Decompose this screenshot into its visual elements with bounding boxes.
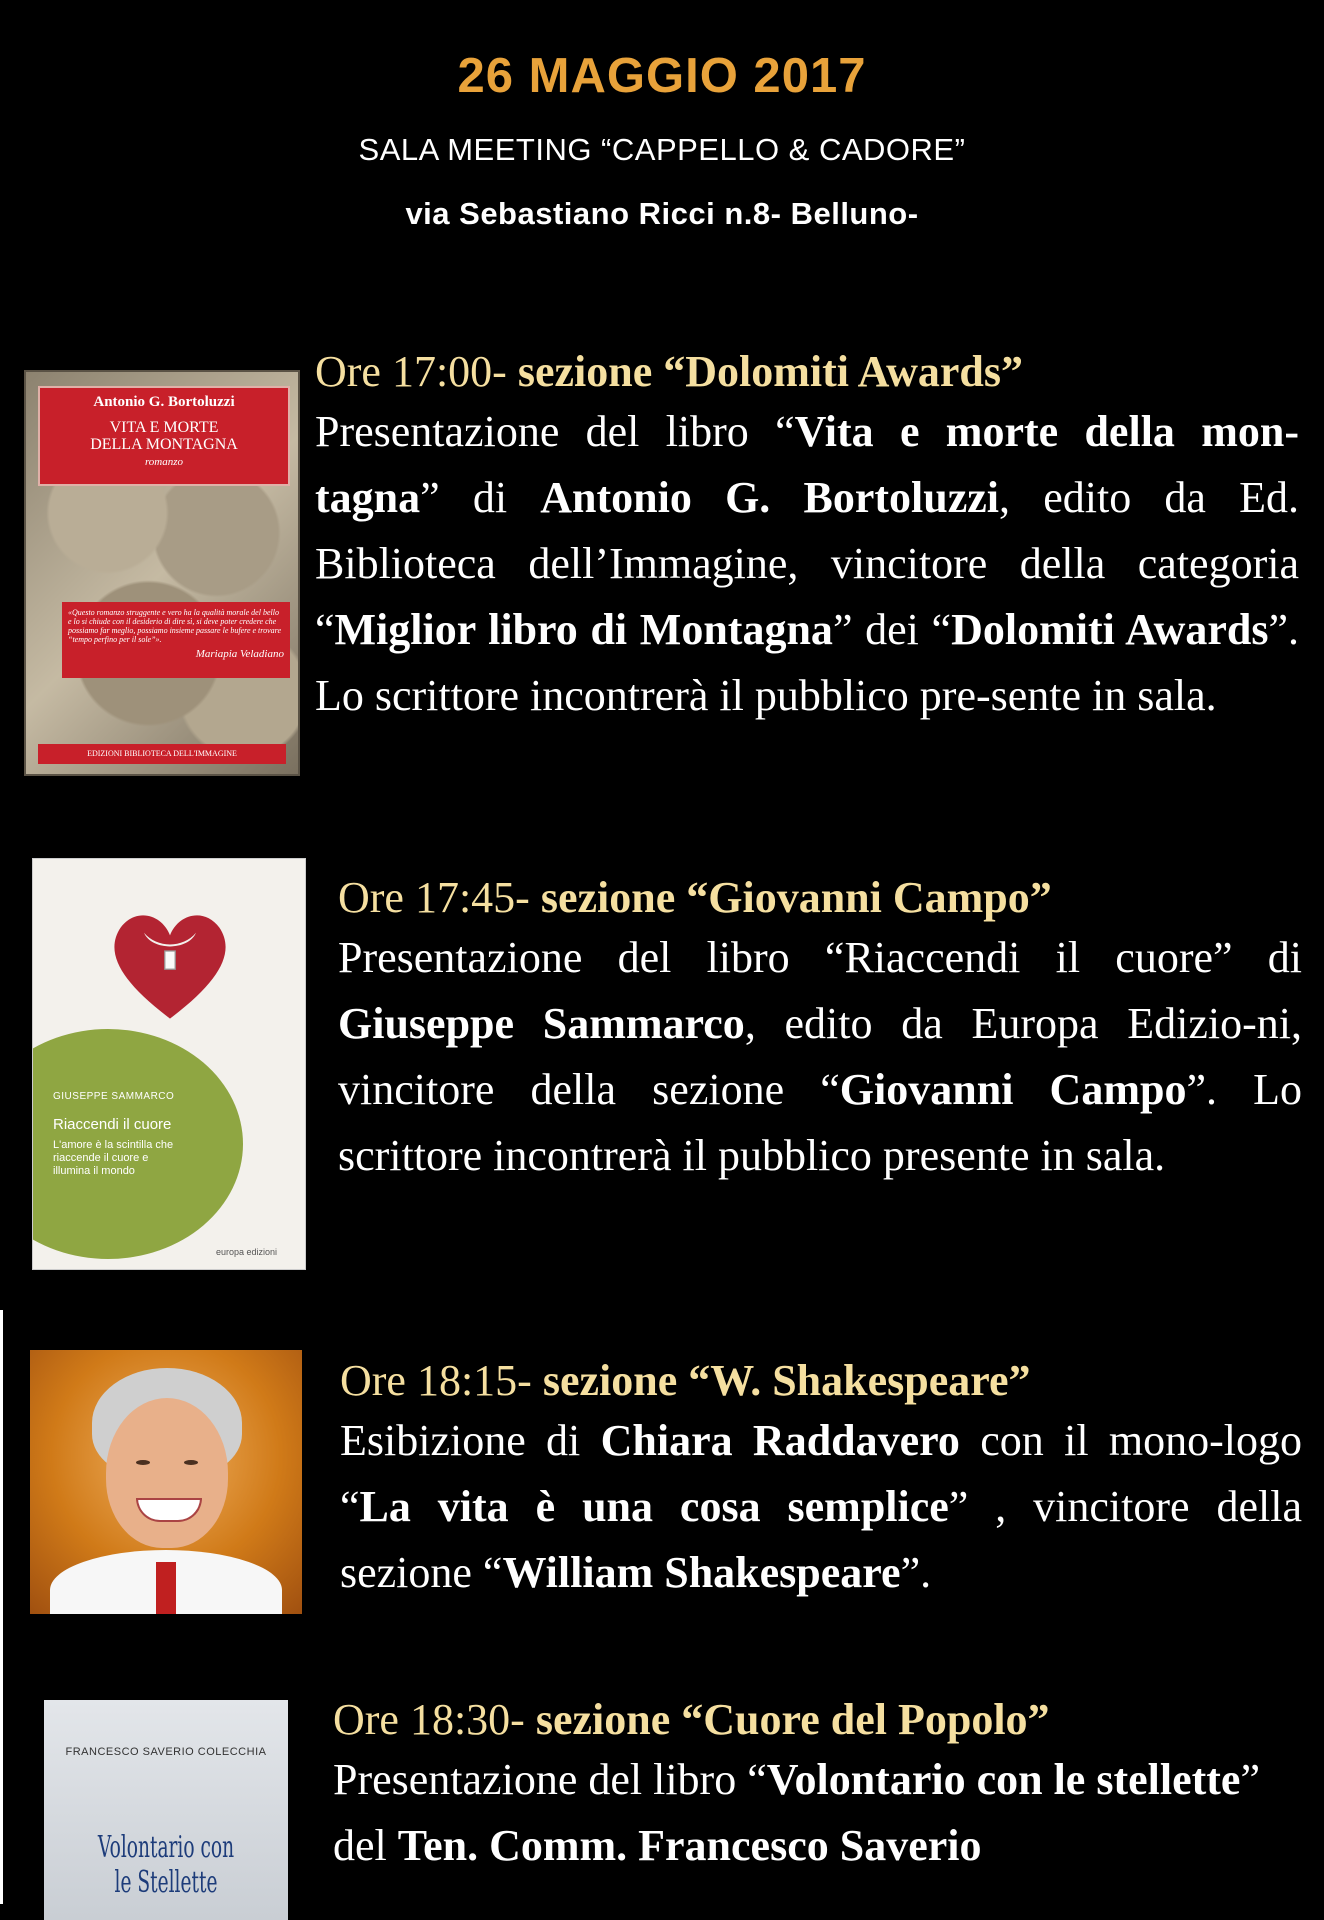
entry-giovanni-campo: [338, 872, 1302, 1189]
photo-tie: [156, 1562, 176, 1614]
entry-description: Presentazione del libro “Volontario con le stellette” del Ten. Comm. Francesco Saverio: [333, 1754, 1260, 1870]
cover-publisher: EDIZIONI BIBLIOTECA DELL'IMMAGINE: [38, 744, 286, 764]
entry-description: Presentazione del libro “Vita e morte della mon-tagna” di Antonio G. Bortoluzzi, edito da Ed. Biblioteca dell’Immagine, vincitore della categoria “Miglior libro di Montagna” dei “Dolomiti Awards”. Lo scrittore incontrerà il pubblico pre-sente in sala.: [315, 406, 1300, 720]
entry-section: sezione “Dolomiti Awards”: [517, 347, 1023, 396]
entry-description: Presentazione del libro “Riaccendi il cuore” di Giuseppe Sammarco, edito da Europa Edizio-ni, vincitore della sezione “Giovanni Campo”. Lo scrittore incontrerà il pubblico presente in sala.: [338, 932, 1303, 1180]
left-edge-line: [0, 1310, 3, 1904]
cover-title: Riaccendi il cuore: [53, 1116, 172, 1133]
event-address: via Sebastiano Ricci n.8- Belluno-: [405, 196, 919, 231]
entry-time: Ore 18:15-: [340, 1356, 532, 1405]
cover-title-line1: VITA E MORTE: [109, 419, 219, 436]
cover-author: Antonio G. Bortoluzzi: [93, 394, 235, 410]
cover-genre: romanzo: [144, 456, 184, 468]
cover-quote: [62, 602, 290, 678]
entry-w-shakespeare: [340, 1355, 1302, 1606]
entry-dolomiti-awards: [315, 346, 1299, 729]
book-cover-vita-e-morte: [24, 370, 300, 776]
cover-title-box: [38, 386, 290, 486]
entry-section: sezione “Cuore del Popolo”: [535, 1695, 1050, 1744]
cover-quote-text: «Questo romanzo struggente e vero ha la qualità morale del bello e lo si chiude con il desiderio di dire sì, si deve poter credere che possiamo far meglio, possiamo insieme passare le bufere e trovare “tempo perfino per il sole”».: [68, 608, 282, 644]
cover-text: [53, 1091, 183, 1178]
entry-title: [333, 1694, 1302, 1747]
cover-quote-author: Mariapia Veladiano: [195, 648, 284, 660]
entry-title: [338, 872, 1302, 925]
entry-description: Esibizione di Chiara Raddavero con il mono-logo “La vita è una cosa semplice” , vincitore della sezione “William Shakespeare”.: [340, 1415, 1302, 1597]
entry-title: [315, 346, 1299, 399]
entry-time: Ore 17:00-: [315, 347, 507, 396]
cover-author: GIUSEPPE SAMMARCO: [53, 1091, 175, 1102]
book-cover-riaccendi-il-cuore: [32, 858, 306, 1270]
photo-chiara-raddavero: [30, 1350, 302, 1614]
book-cover-volontario: [44, 1700, 288, 1920]
entry-section: sezione “W. Shakespeare”: [542, 1356, 1031, 1405]
publisher-logo: europa edizioni: [215, 1247, 277, 1257]
heart-icon: [105, 899, 235, 1029]
cover-title-line2: DELLA MONTAGNA: [90, 436, 238, 453]
photo-face: [106, 1398, 228, 1548]
cover-title: Volontario con le Stellette: [97, 1830, 235, 1900]
photo-eye: [136, 1460, 150, 1465]
entry-time: Ore 18:30-: [333, 1695, 525, 1744]
entry-time: Ore 17:45-: [338, 873, 530, 922]
event-date: 26 MAGGIO 2017: [457, 49, 867, 103]
entry-title: [340, 1355, 1302, 1408]
event-venue: SALA MEETING “CAPPELLO & CADORE”: [358, 132, 966, 167]
entry-section: sezione “Giovanni Campo”: [540, 873, 1052, 922]
cover-subtitle: L'amore è la scintilla che riaccende il cuore e illumina il mondo: [53, 1139, 174, 1177]
cover-author: FRANCESCO SAVERIO COLECCHIA: [65, 1746, 267, 1758]
entry-cuore-del-popolo: [333, 1694, 1302, 1879]
photo-eye: [184, 1460, 198, 1465]
